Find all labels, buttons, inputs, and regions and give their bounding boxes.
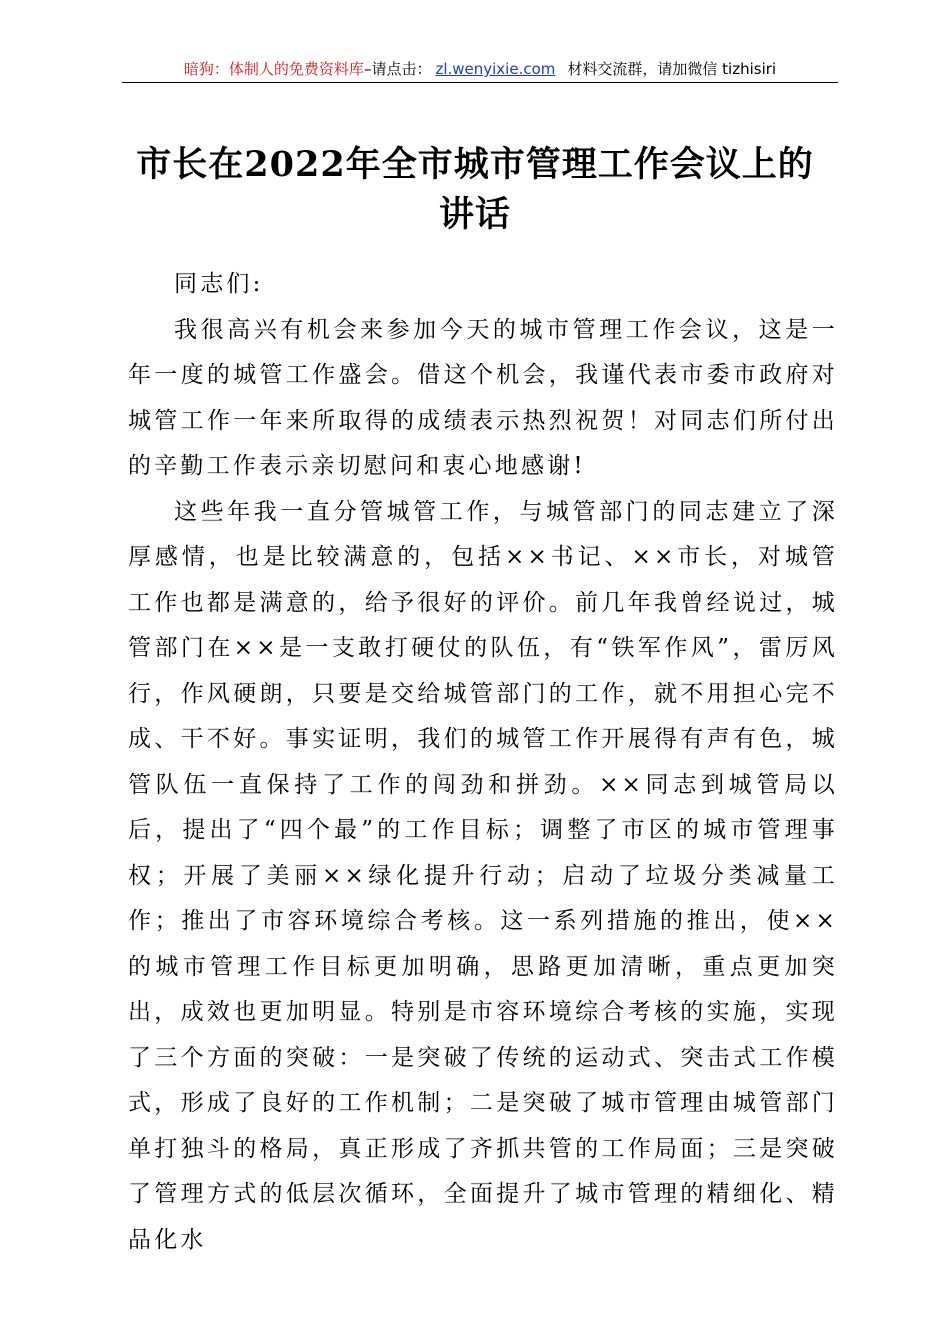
paragraph: 我很高兴有机会来参加今天的城市管理工作会议，这是一年一度的城管工作盛会。借这个机会，我谨代表市委市政府对城管工作一年来所取得的成绩表示热烈祝贺！对同志们所付出的辛勤工作表示亲切慰问和衷心地感谢! (128, 316, 838, 479)
header-promo: 暗狗：体制人的免费资料库 (183, 60, 364, 78)
header-click-prompt: –请点击： (363, 60, 432, 78)
paragraph: 这些年我一直分管城管工作，与城管部门的同志建立了深厚感情，也是比较满意的，包括××书记、××市长，对城管工作也都是满意的，给予很好的评价。前几年我曾经说过，城管部门在××是一支敢打硬仗的队伍，有“铁军作风”，雷厉风行，作风硬朗，只要是交给城管部门的工作，就不用担心完不成、干不好。事实证明，我们的城管工作开展得有声有色，城管队伍一直保持了工作的闯劲和拼劲。××同志到城管局以后，提出了“四个最”的工作目标；调整了市区的城市管理事权；开展了美丽××绿化提升行动；启动了垃圾分类减量工作；推出了市容环境综合考核。这一系列措施的推出，使××的城市管理工作目标更加明确，思路更加清晰，重点更加突出，成效也更加明显。特别是市容环境综合考核的实施，实现了三个方面的突破：一是突破了传统的运动式、突击式工作模式，形成了良好的工作机制；二是突破了城市管理由城管部门单打独斗的格局，真正形成了齐抓共管的工作局面；三是突破了管理方式的低层次循环，全面提升了城市管理的精细化、精品化水 (128, 498, 838, 1253)
page-header (122, 58, 838, 83)
salutation: 同志们: (174, 271, 264, 297)
document-body (128, 262, 838, 1263)
header-link[interactable]: zl.wenyixie.com (435, 60, 556, 78)
document-title: 市长在2022年全市城市管理工作会议上的讲话 (136, 144, 814, 235)
header-wechat-note: 材料交流群，请加微信 tizhisiri (567, 60, 777, 78)
